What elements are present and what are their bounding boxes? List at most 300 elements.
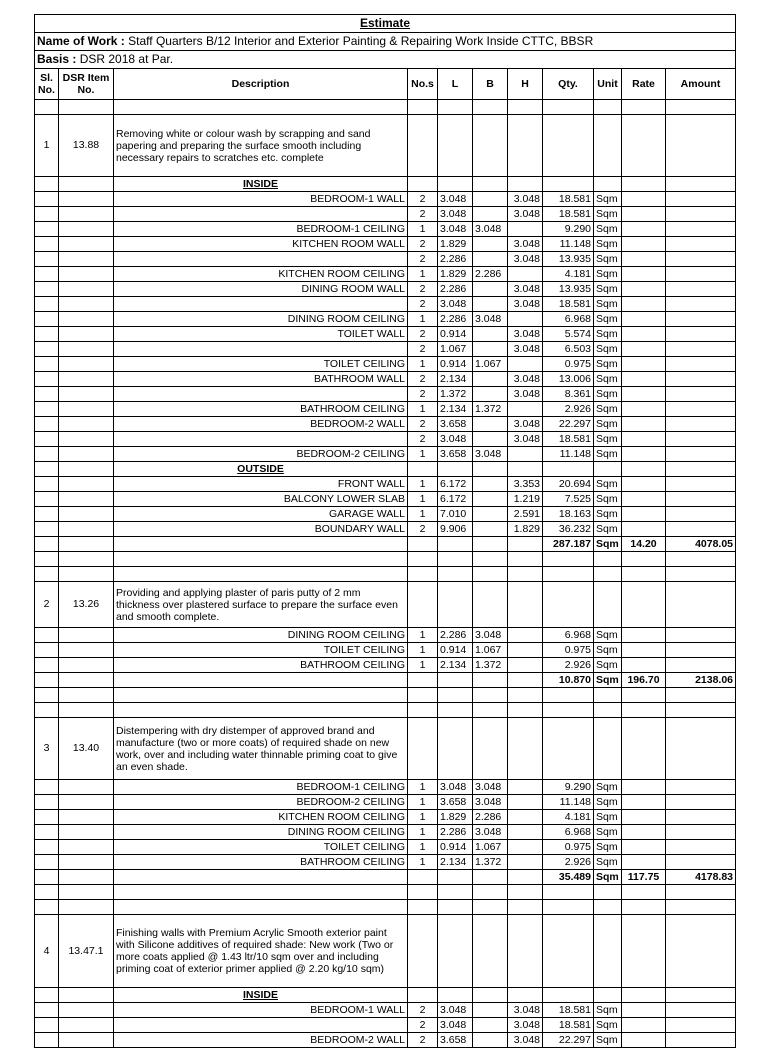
empty-cell [543, 900, 594, 915]
measurement-nos: 2 [408, 432, 438, 447]
empty-cell [408, 915, 438, 988]
empty-cell [473, 688, 508, 703]
empty-cell [59, 417, 114, 432]
measurement-label: BEDROOM-2 CEILING [114, 447, 408, 462]
measurement-h [508, 628, 543, 643]
empty-cell [543, 177, 594, 192]
empty-cell [35, 417, 59, 432]
empty-cell [622, 327, 666, 342]
measurement-row [35, 402, 736, 417]
spacer-row [35, 688, 736, 703]
measurement-l: 1.829 [438, 810, 473, 825]
measurement-b [473, 507, 508, 522]
measurement-label: BATHROOM CEILING [114, 402, 408, 417]
item-total-row [35, 870, 736, 885]
measurement-l: 9.906 [438, 522, 473, 537]
measurement-nos: 2 [408, 372, 438, 387]
measurement-h: 3.048 [508, 387, 543, 402]
measurement-row [35, 312, 736, 327]
empty-cell [35, 795, 59, 810]
measurement-b [473, 282, 508, 297]
empty-cell [35, 447, 59, 462]
col-header-amount: Amount [666, 69, 736, 100]
measurement-h [508, 357, 543, 372]
empty-cell [59, 492, 114, 507]
item-sl-no: 4 [35, 915, 59, 988]
empty-cell [59, 462, 114, 477]
measurement-nos: 2 [408, 237, 438, 252]
measurement-qty: 18.581 [543, 297, 594, 312]
measurement-unit: Sqm [594, 432, 622, 447]
measurement-label: BEDROOM-1 CEILING [114, 222, 408, 237]
measurement-l: 3.048 [438, 207, 473, 222]
estimate-sheet [34, 14, 735, 1048]
measurement-l: 3.658 [438, 1033, 473, 1048]
empty-cell [35, 900, 59, 915]
empty-cell [59, 297, 114, 312]
spacer-row [35, 900, 736, 915]
empty-cell [622, 688, 666, 703]
measurement-b [473, 342, 508, 357]
measurement-row [35, 840, 736, 855]
empty-cell [508, 870, 543, 885]
measurement-unit: Sqm [594, 628, 622, 643]
measurement-unit: Sqm [594, 297, 622, 312]
empty-cell [473, 462, 508, 477]
measurement-label: DINING ROOM WALL [114, 282, 408, 297]
empty-cell [622, 387, 666, 402]
measurement-b: 3.048 [473, 222, 508, 237]
col-header-rate: Rate [622, 69, 666, 100]
measurement-qty: 6.968 [543, 312, 594, 327]
measurement-nos: 2 [408, 297, 438, 312]
measurement-label: BATHROOM CEILING [114, 855, 408, 870]
measurement-h [508, 795, 543, 810]
measurement-nos: 2 [408, 417, 438, 432]
measurement-label [114, 297, 408, 312]
measurement-nos: 1 [408, 825, 438, 840]
measurement-l: 3.048 [438, 780, 473, 795]
empty-cell [622, 628, 666, 643]
empty-cell [438, 688, 473, 703]
measurement-label [114, 432, 408, 447]
empty-cell [35, 312, 59, 327]
col-header-dsr: DSR Item No. [59, 69, 114, 100]
empty-cell [408, 703, 438, 718]
empty-cell [508, 100, 543, 115]
measurement-l: 3.048 [438, 1018, 473, 1033]
measurement-unit: Sqm [594, 357, 622, 372]
empty-cell [622, 658, 666, 673]
measurement-nos: 1 [408, 267, 438, 282]
measurement-h: 3.048 [508, 1003, 543, 1018]
measurement-row [35, 282, 736, 297]
measurement-l: 6.172 [438, 477, 473, 492]
item-sl-no: 2 [35, 582, 59, 628]
measurement-qty: 2.926 [543, 402, 594, 417]
measurement-h: 1.829 [508, 522, 543, 537]
empty-cell [508, 885, 543, 900]
measurement-b: 1.372 [473, 658, 508, 673]
empty-cell [622, 115, 666, 177]
measurement-h [508, 855, 543, 870]
empty-cell [408, 718, 438, 780]
measurement-row [35, 357, 736, 372]
item-description: Distempering with dry distemper of approved brand and manufacture (two or more coats) of required shade on new work, over and including water thinnable priming coat to give an even shade. [114, 718, 408, 780]
measurement-b [473, 1018, 508, 1033]
empty-cell [666, 402, 736, 417]
empty-cell [622, 192, 666, 207]
empty-cell [508, 900, 543, 915]
measurement-b [473, 192, 508, 207]
empty-cell [438, 177, 473, 192]
measurement-l: 2.134 [438, 658, 473, 673]
empty-cell [666, 718, 736, 780]
measurement-l: 3.048 [438, 192, 473, 207]
empty-cell [622, 900, 666, 915]
measurement-b [473, 252, 508, 267]
measurement-l: 3.048 [438, 297, 473, 312]
empty-cell [35, 507, 59, 522]
empty-cell [438, 703, 473, 718]
total-amount: 4078.05 [666, 537, 736, 552]
item-sl-no: 1 [35, 115, 59, 177]
empty-cell [622, 477, 666, 492]
spacer-row [35, 100, 736, 115]
measurement-label: TOILET WALL [114, 327, 408, 342]
empty-cell [473, 673, 508, 688]
measurement-label: BATHROOM CEILING [114, 658, 408, 673]
empty-cell [438, 567, 473, 582]
item-dsr-no: 13.26 [59, 582, 114, 628]
measurement-b: 3.048 [473, 312, 508, 327]
measurement-nos: 1 [408, 840, 438, 855]
measurement-label: TOILET CEILING [114, 840, 408, 855]
measurement-b: 3.048 [473, 780, 508, 795]
measurement-label: KITCHEN ROOM CEILING [114, 810, 408, 825]
measurement-qty: 9.290 [543, 780, 594, 795]
measurement-nos: 2 [408, 282, 438, 297]
empty-cell [508, 673, 543, 688]
measurement-h: 3.048 [508, 207, 543, 222]
empty-cell [543, 703, 594, 718]
measurement-row [35, 810, 736, 825]
measurement-label: TOILET CEILING [114, 357, 408, 372]
empty-cell [543, 552, 594, 567]
measurement-row [35, 447, 736, 462]
empty-cell [666, 825, 736, 840]
spacer-row [35, 567, 736, 582]
empty-cell [666, 237, 736, 252]
measurement-unit: Sqm [594, 1018, 622, 1033]
empty-cell [508, 115, 543, 177]
measurement-b [473, 1033, 508, 1048]
name-of-work [35, 33, 736, 51]
empty-cell [473, 115, 508, 177]
measurement-qty: 22.297 [543, 417, 594, 432]
measurement-qty: 11.148 [543, 237, 594, 252]
measurement-h: 3.353 [508, 477, 543, 492]
measurement-nos: 1 [408, 222, 438, 237]
empty-cell [59, 567, 114, 582]
measurement-row [35, 327, 736, 342]
section-heading-row [35, 177, 736, 192]
measurement-l: 3.658 [438, 795, 473, 810]
empty-cell [594, 582, 622, 628]
sheet-title: Estimate [35, 15, 736, 33]
empty-cell [35, 537, 59, 552]
empty-cell [59, 885, 114, 900]
empty-cell [622, 297, 666, 312]
measurement-unit: Sqm [594, 372, 622, 387]
empty-cell [35, 477, 59, 492]
measurement-h: 3.048 [508, 1018, 543, 1033]
measurement-label: DINING ROOM CEILING [114, 628, 408, 643]
empty-cell [59, 372, 114, 387]
empty-cell [594, 177, 622, 192]
empty-cell [114, 688, 408, 703]
measurement-unit: Sqm [594, 267, 622, 282]
measurement-qty: 7.525 [543, 492, 594, 507]
empty-cell [666, 1033, 736, 1048]
measurement-b [473, 432, 508, 447]
measurement-nos: 1 [408, 628, 438, 643]
measurement-label: BEDROOM-2 WALL [114, 417, 408, 432]
empty-cell [622, 342, 666, 357]
measurement-l: 2.134 [438, 402, 473, 417]
empty-cell [35, 988, 59, 1003]
empty-cell [114, 870, 408, 885]
empty-cell [622, 643, 666, 658]
measurement-nos: 1 [408, 492, 438, 507]
measurement-h [508, 840, 543, 855]
measurement-b: 3.048 [473, 825, 508, 840]
measurement-l: 0.914 [438, 357, 473, 372]
empty-cell [666, 222, 736, 237]
measurement-h [508, 222, 543, 237]
basis [35, 51, 736, 69]
col-header-unit: Unit [594, 69, 622, 100]
measurement-l: 3.048 [438, 432, 473, 447]
measurement-l: 0.914 [438, 643, 473, 658]
section-heading: OUTSIDE [114, 462, 408, 477]
empty-cell [438, 900, 473, 915]
measurement-h: 3.048 [508, 297, 543, 312]
empty-cell [35, 885, 59, 900]
measurement-nos: 1 [408, 477, 438, 492]
empty-cell [473, 915, 508, 988]
empty-cell [666, 900, 736, 915]
empty-cell [35, 222, 59, 237]
empty-cell [59, 357, 114, 372]
empty-cell [666, 885, 736, 900]
empty-cell [622, 840, 666, 855]
measurement-row [35, 342, 736, 357]
measurement-h: 1.219 [508, 492, 543, 507]
empty-cell [594, 567, 622, 582]
empty-cell [622, 462, 666, 477]
empty-cell [35, 237, 59, 252]
measurement-nos: 1 [408, 402, 438, 417]
empty-cell [438, 552, 473, 567]
empty-cell [59, 1003, 114, 1018]
item-dsr-no: 13.47.1 [59, 915, 114, 988]
empty-cell [408, 115, 438, 177]
measurement-nos: 2 [408, 522, 438, 537]
empty-cell [622, 522, 666, 537]
empty-cell [666, 988, 736, 1003]
measurement-label [114, 1018, 408, 1033]
empty-cell [666, 432, 736, 447]
total-rate: 117.75 [622, 870, 666, 885]
measurement-l: 1.829 [438, 267, 473, 282]
empty-cell [543, 115, 594, 177]
measurement-nos: 2 [408, 1033, 438, 1048]
measurement-row [35, 795, 736, 810]
measurement-qty: 6.968 [543, 825, 594, 840]
item-description: Removing white or colour wash by scrapping and sand papering and preparing the surface smooth including necessary repairs to scratches etc. complete [114, 115, 408, 177]
empty-cell [408, 870, 438, 885]
col-header-b: B [473, 69, 508, 100]
measurement-l: 1.067 [438, 342, 473, 357]
empty-cell [35, 703, 59, 718]
empty-cell [508, 718, 543, 780]
empty-cell [438, 115, 473, 177]
empty-cell [438, 870, 473, 885]
empty-cell [35, 552, 59, 567]
empty-cell [594, 100, 622, 115]
total-qty: 10.870 [543, 673, 594, 688]
empty-cell [59, 988, 114, 1003]
measurement-qty: 18.581 [543, 207, 594, 222]
empty-cell [59, 795, 114, 810]
empty-cell [473, 718, 508, 780]
empty-cell [473, 885, 508, 900]
empty-cell [473, 582, 508, 628]
empty-cell [114, 673, 408, 688]
empty-cell [35, 492, 59, 507]
empty-cell [59, 252, 114, 267]
empty-cell [35, 688, 59, 703]
empty-cell [666, 658, 736, 673]
item-dsr-no: 13.88 [59, 115, 114, 177]
measurement-nos: 1 [408, 312, 438, 327]
measurement-unit: Sqm [594, 192, 622, 207]
total-unit: Sqm [594, 537, 622, 552]
item-total-row [35, 537, 736, 552]
empty-cell [666, 628, 736, 643]
measurement-b: 1.067 [473, 357, 508, 372]
empty-cell [59, 840, 114, 855]
empty-cell [543, 567, 594, 582]
spacer-row [35, 703, 736, 718]
measurement-unit: Sqm [594, 402, 622, 417]
empty-cell [114, 552, 408, 567]
empty-cell [594, 915, 622, 988]
measurement-row [35, 237, 736, 252]
empty-cell [35, 267, 59, 282]
measurement-row [35, 252, 736, 267]
measurement-h: 3.048 [508, 252, 543, 267]
empty-cell [408, 900, 438, 915]
measurement-qty: 36.232 [543, 522, 594, 537]
empty-cell [622, 780, 666, 795]
measurement-row [35, 780, 736, 795]
empty-cell [59, 1033, 114, 1048]
empty-cell [622, 252, 666, 267]
empty-cell [59, 537, 114, 552]
empty-cell [35, 673, 59, 688]
empty-cell [408, 673, 438, 688]
empty-cell [35, 1033, 59, 1048]
measurement-qty: 18.581 [543, 1018, 594, 1033]
empty-cell [473, 552, 508, 567]
measurement-unit: Sqm [594, 780, 622, 795]
empty-cell [622, 312, 666, 327]
measurement-qty: 6.503 [543, 342, 594, 357]
empty-cell [666, 312, 736, 327]
empty-cell [35, 297, 59, 312]
empty-cell [59, 177, 114, 192]
empty-cell [473, 177, 508, 192]
measurement-unit: Sqm [594, 840, 622, 855]
empty-cell [35, 192, 59, 207]
measurement-b [473, 207, 508, 222]
measurement-b [473, 372, 508, 387]
measurement-b [473, 417, 508, 432]
measurement-l: 7.010 [438, 507, 473, 522]
empty-cell [508, 915, 543, 988]
empty-cell [666, 915, 736, 988]
measurement-row [35, 658, 736, 673]
measurement-h [508, 825, 543, 840]
empty-cell [666, 115, 736, 177]
empty-cell [35, 342, 59, 357]
measurement-label: BEDROOM-1 WALL [114, 1003, 408, 1018]
empty-cell [59, 1018, 114, 1033]
measurement-b: 3.048 [473, 628, 508, 643]
measurement-l: 3.048 [438, 222, 473, 237]
empty-cell [59, 780, 114, 795]
empty-cell [35, 372, 59, 387]
measurement-l: 3.048 [438, 1003, 473, 1018]
col-header-qty: Qty. [543, 69, 594, 100]
measurement-l: 3.658 [438, 447, 473, 462]
measurement-row [35, 477, 736, 492]
empty-cell [622, 357, 666, 372]
measurement-qty: 22.297 [543, 1033, 594, 1048]
measurement-b [473, 522, 508, 537]
empty-cell [594, 703, 622, 718]
empty-cell [408, 988, 438, 1003]
empty-cell [59, 658, 114, 673]
measurement-b: 3.048 [473, 795, 508, 810]
empty-cell [543, 582, 594, 628]
empty-cell [622, 282, 666, 297]
measurement-unit: Sqm [594, 417, 622, 432]
measurement-unit: Sqm [594, 507, 622, 522]
empty-cell [666, 507, 736, 522]
empty-cell [666, 1018, 736, 1033]
total-qty: 287.187 [543, 537, 594, 552]
empty-cell [666, 1003, 736, 1018]
measurement-b: 1.067 [473, 840, 508, 855]
measurement-nos: 2 [408, 1003, 438, 1018]
empty-cell [59, 237, 114, 252]
empty-cell [438, 718, 473, 780]
measurement-l: 1.829 [438, 237, 473, 252]
empty-cell [59, 628, 114, 643]
